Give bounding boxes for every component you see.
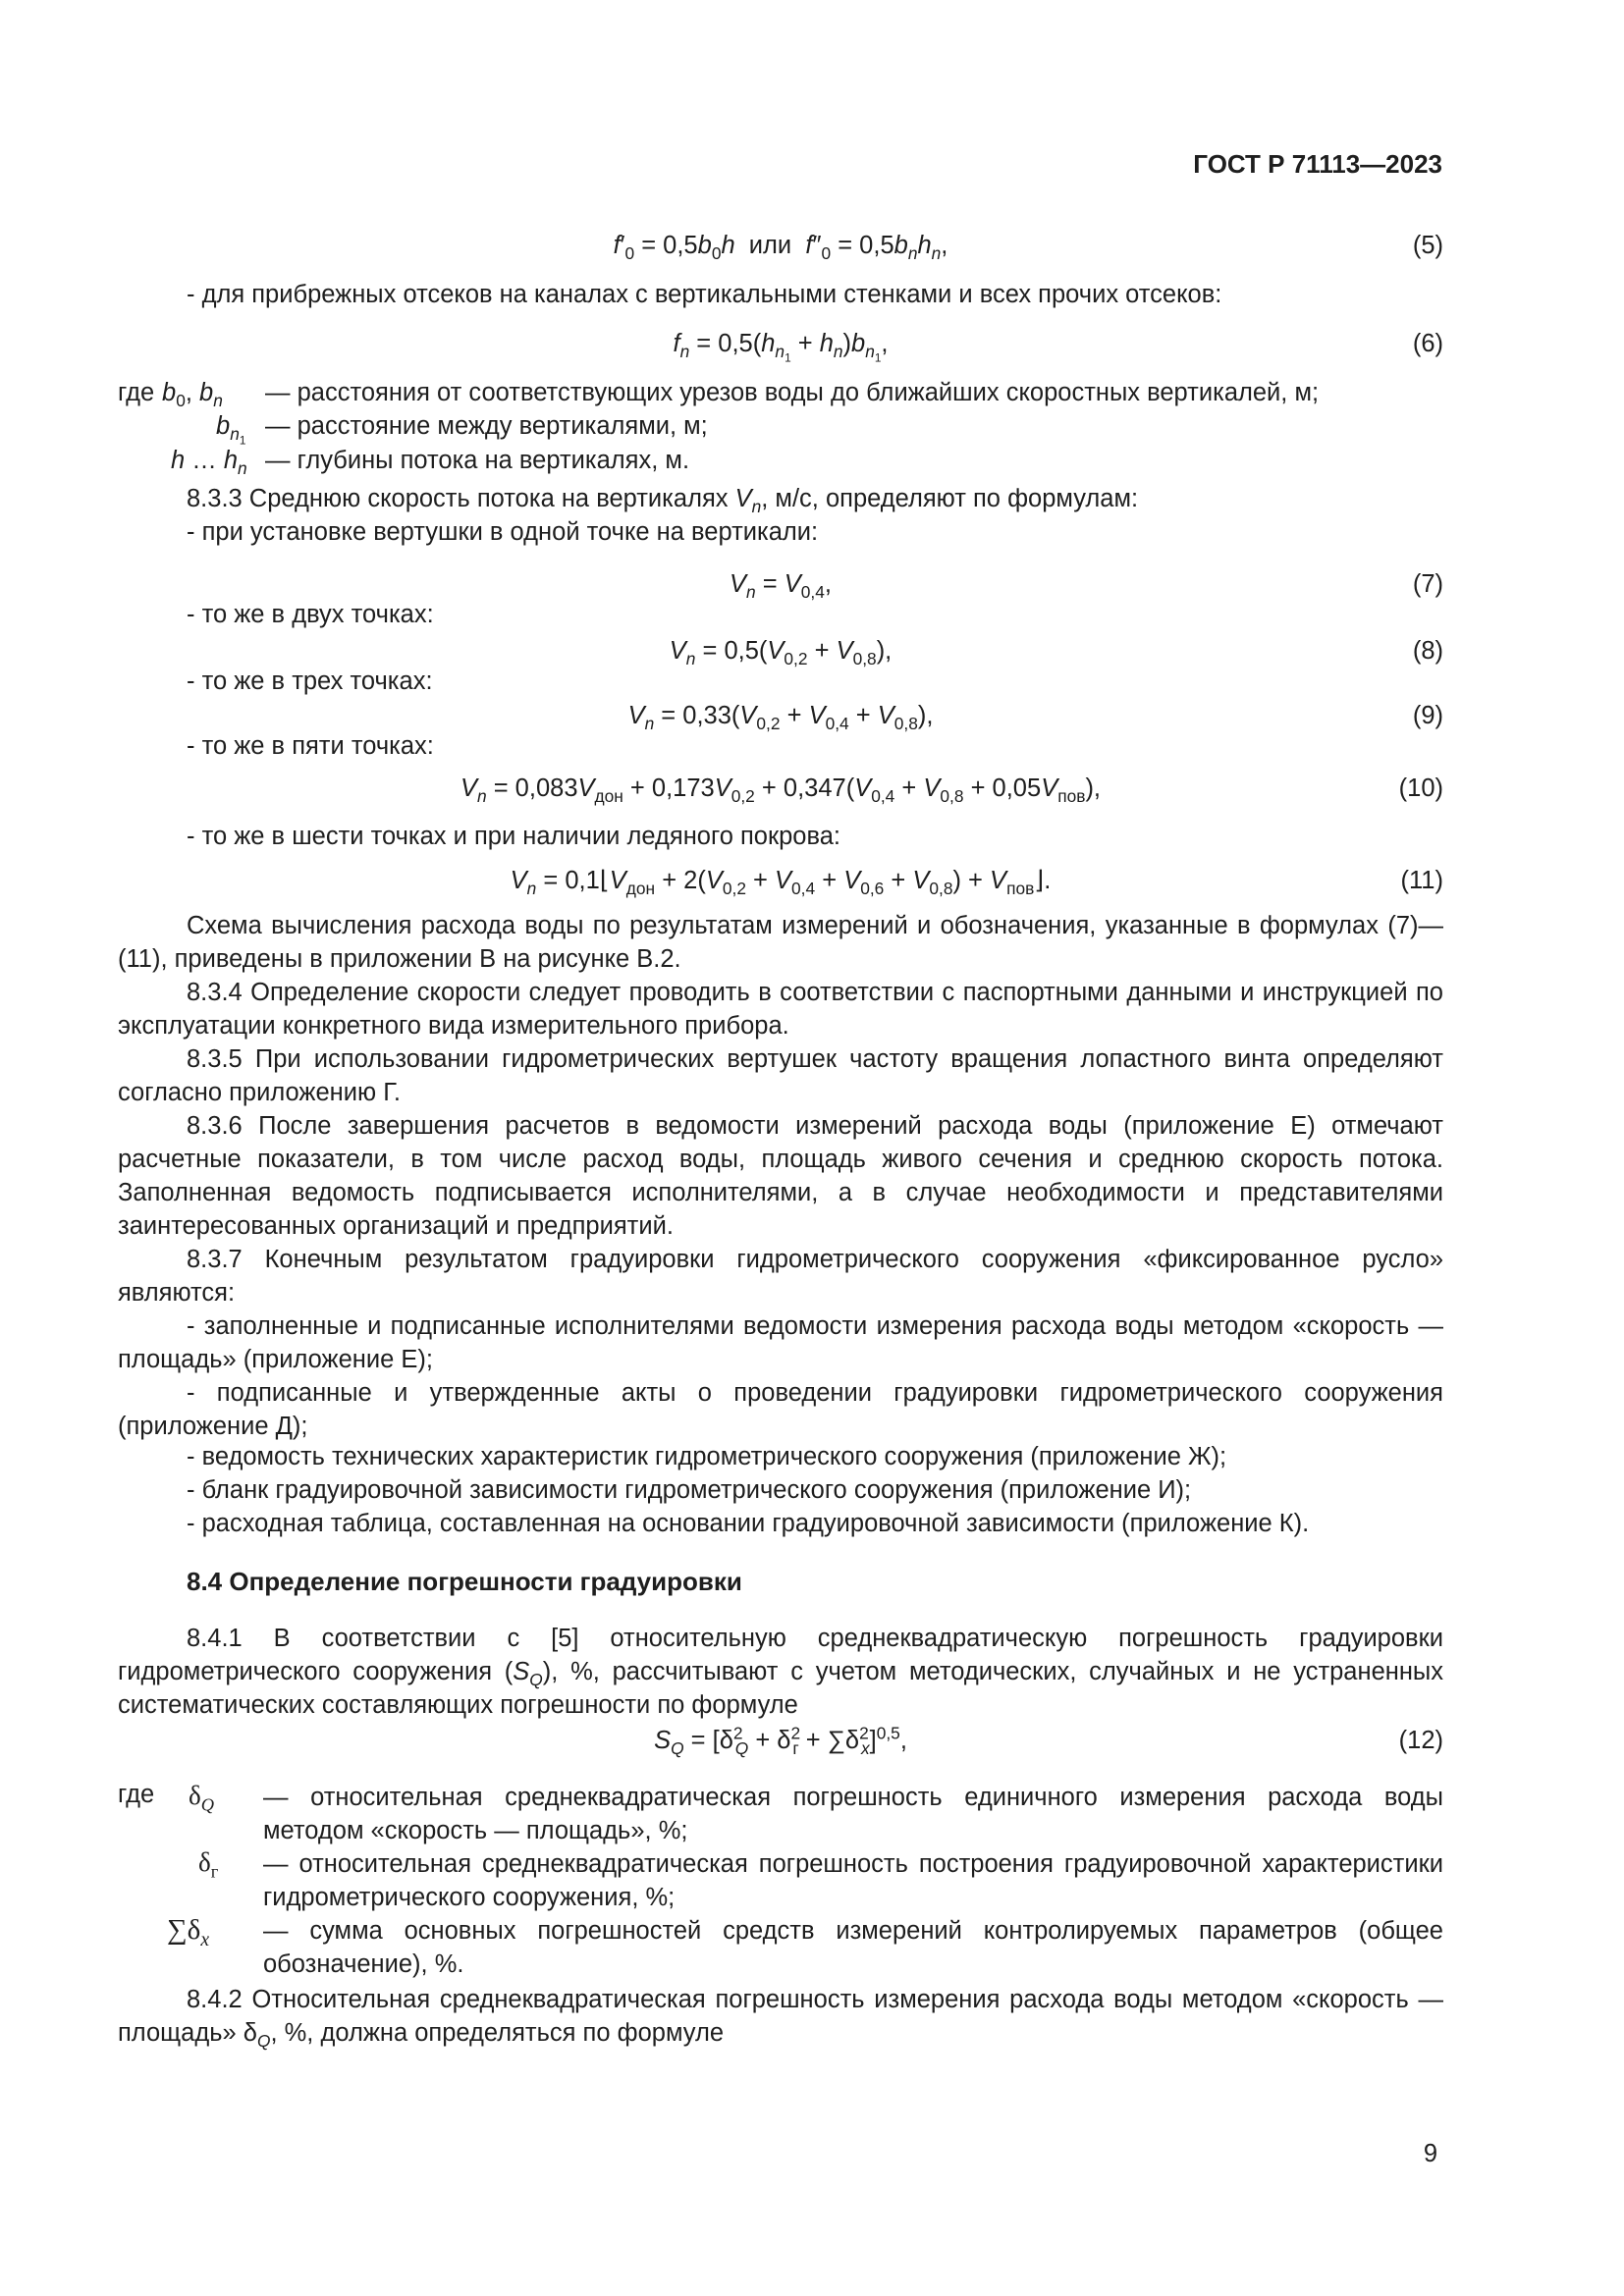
case-two-points: - то же в двух точках: <box>187 601 434 628</box>
equation-11: $V_n$ = $0,1⌊V_{дон} + 2(V_{0,2} + V_{0,4} + V_{0,6} + V_{0,8})$ + $V_{пов}⌋$. (11) <box>118 864 1443 897</box>
result-item-2: - подписанные и утвержденные акты о проведении градуировки гидрометрического сооружения (приложение Д); <box>118 1379 1443 1440</box>
case-six-points: - то же в шести точках и при наличии ледяного покрова: <box>187 823 841 850</box>
paragraph-8-4-1: 8.4.1 В соответствии с [5] относительную среднеквадратическую погрешность градуировки гидрометрического сооружения $(S_Q)$, %, рассчитывают с учетом методических, случайных и не устраненных систематических составляющих погрешности по формуле <box>118 1625 1443 1719</box>
equation-6-number: (6) <box>1412 330 1443 357</box>
equation-10-number: (10) <box>1398 774 1443 802</box>
equation-5: $f'_0 = 0,5b_0h$ или $f''_0 = 0,5b_nh_n$, (5) <box>118 229 1443 262</box>
definition-sum-delta-x: — сумма основных погрешностей средств измерений контролируемых параметров (общее обозначение), %. <box>263 1917 1443 1978</box>
symbol-delta-g: $\delta_г$ <box>198 1847 219 1882</box>
paragraph-8-3-5: 8.3.5 При использовании гидрометрических вертушек частоту вращения лопастного винта определяют согласно приложению Г. <box>118 1045 1443 1106</box>
case-five-points: - то же в пяти точках: <box>187 732 434 760</box>
equation-11-number: (11) <box>1400 867 1443 894</box>
section-8-4-heading: 8.4 Определение погрешности градуировки <box>187 1567 742 1596</box>
paragraph-8-4-2: 8.4.2 Относительная среднеквадратическая погрешность измерения расхода воды методом «скорость — площадь» $\delta_Q$, %, должна определяться по формуле <box>118 1986 1443 2052</box>
case-one-point: - при установке вертушки в одной точке на вертикали: <box>187 518 819 546</box>
paragraph-8-3-6: 8.3.6 После завершения расчетов в ведомости измерений расхода воды (приложение Е) отмечают расчетные показатели, в том числе расход воды, площадь живого сечения и среднюю скорость потока. Заполненная ведомость подписывается исполнителями, а в случае необходимости и представителями заинтересованных организаций и предприятий. <box>118 1112 1443 1240</box>
symbol-sum-delta-x: $\sum\delta_x$ <box>167 1914 210 1950</box>
equation-12-number: (12) <box>1398 1727 1443 1754</box>
case-three-points: - то же в трех точках: <box>187 667 433 695</box>
symbol-b0-bn: $b_0$, $b_n$ <box>162 379 223 411</box>
result-item-3: - ведомость технических характеристик гидрометрического сооружения (приложение Ж); <box>187 1443 1227 1470</box>
result-item-4: - бланк градуировочной зависимости гидрометрического сооружения (приложение И); <box>187 1476 1192 1504</box>
symbol-h-hn: h … $h_n$ <box>171 447 247 479</box>
definition-delta-g: — относительная среднеквадратическая погрешность построения градуировочной характеристики гидрометрического сооружения, %; <box>263 1850 1443 1911</box>
paragraph-8-3-7: 8.3.7 Конечным результатом градуировки гидрометрического сооружения «фиксированное русло» являются: <box>118 1246 1443 1307</box>
equation-8: $V_n = 0,5(V_{0,2} + V_{0,8})$, (8) <box>118 634 1443 667</box>
symbol-bn1: $b_{n_1}$ <box>216 412 246 448</box>
equation-9-number: (9) <box>1412 702 1443 729</box>
equation-6: $f_n = 0,5(h_{n_1} + h_n)b_{n_1}$, (6) <box>118 327 1443 360</box>
definition-b0-bn: — расстояния от соответствующих урезов воды до ближайших скоростных вертикалей, м; <box>265 379 1320 406</box>
where-label-2: где <box>118 1781 155 1808</box>
definition-bn1: — расстояние между вертикалями, м; <box>265 412 708 440</box>
equation-7: $V_n = V_{0,4}$, (7) <box>118 567 1443 601</box>
equation-8-number: (8) <box>1412 637 1443 665</box>
page-number: 9 <box>1423 2140 1437 2167</box>
result-item-5: - расходная таблица, составленная на основании градуировочной зависимости (приложение К). <box>187 1510 1310 1537</box>
symbol-delta-q: $\delta_Q$ <box>189 1781 214 1815</box>
coastal-note: - для прибрежных отсеков на каналах с вертикальными стенками и всех прочих отсеков: <box>187 281 1222 308</box>
result-item-1: - заполненные и подписанные исполнителями ведомости измерения расхода воды методом «скорость — площадь» (приложение Е); <box>118 1312 1443 1373</box>
standard-header: ГОСТ Р 71113—2023 <box>1193 149 1442 179</box>
definition-h-hn: — глубины потока на вертикалях, м. <box>265 447 690 474</box>
where-label: где <box>118 379 155 406</box>
equation-12: $S_Q = [\delta^2_Q + \delta^2_г + \sum\delta^2_x]^{0,5}$, (12) <box>654 1723 1443 1759</box>
scheme-paragraph: Схема вычисления расхода воды по результатам измерений и обозначения, указанные в формулах (7)—(11), приведены в приложении В на рисунке В.2. <box>118 912 1443 973</box>
definition-delta-q: — относительная среднеквадратическая погрешность единичного измерения расхода воды методом «скорость — площадь», %; <box>263 1784 1443 1844</box>
paragraph-8-3-3: 8.3.3 Среднюю скорость потока на вертикалях $V_n$, м/с, определяют по формулам: <box>187 485 1139 517</box>
paragraph-8-3-4: 8.3.4 Определение скорости следует проводить в соответствии с паспортными данными и инструкцией по эксплуатации конкретного вида измерительного прибора. <box>118 979 1443 1040</box>
equation-10: $V_n = 0,083V_{дон} + 0,173V_{0,2} + 0,347(V_{0,4} + V_{0,8} + 0,05V_{пов})$, (10) <box>118 772 1443 805</box>
equation-5-number: (5) <box>1412 232 1443 259</box>
equation-9: $V_n = 0,33(V_{0,2} + V_{0,4} + V_{0,8})$, (9) <box>118 699 1443 732</box>
equation-7-number: (7) <box>1412 570 1443 598</box>
